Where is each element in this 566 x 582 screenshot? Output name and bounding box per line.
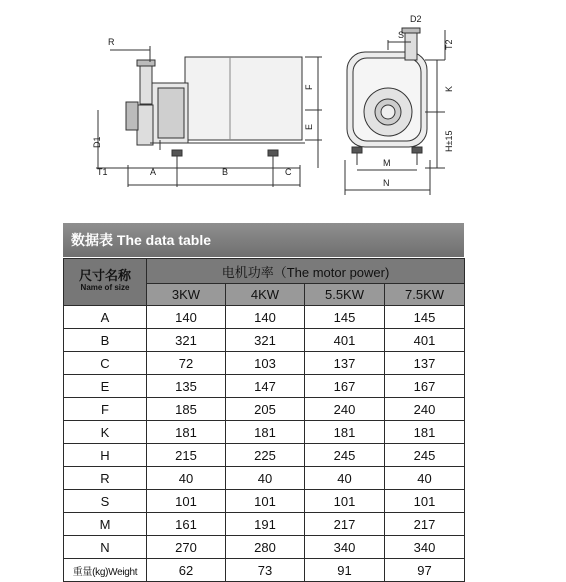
table-row (64, 375, 465, 398)
table-row (64, 352, 465, 375)
size-header (64, 259, 147, 306)
label-f: F (304, 84, 314, 90)
table-cell: 101 (147, 490, 226, 513)
front-view (345, 28, 445, 195)
table-cell: 40 (147, 467, 226, 490)
label-t1: T1 (97, 167, 108, 177)
row-label: 重量(kg)Weight (64, 559, 147, 582)
data-table-section (63, 215, 464, 577)
table-cell: 191 (226, 513, 305, 536)
row-label: H (64, 444, 147, 467)
table-row (64, 398, 465, 421)
label-h: H±15 (444, 130, 454, 152)
table-cell: 240 (385, 398, 465, 421)
table-cell: 72 (147, 352, 226, 375)
table-cell: 103 (226, 352, 305, 375)
table-cell: 181 (147, 421, 226, 444)
table-cell: 270 (147, 536, 226, 559)
column-header: 5.5KW (305, 284, 385, 306)
table-row (64, 467, 465, 490)
table-cell: 145 (385, 306, 465, 329)
table-cell: 101 (226, 490, 305, 513)
label-d1: D1 (92, 136, 102, 148)
side-view (96, 46, 322, 187)
table-row (64, 513, 465, 536)
table-row (64, 559, 465, 582)
table-cell: 181 (305, 421, 385, 444)
label-b: B (222, 167, 229, 177)
table-cell: 401 (385, 329, 465, 352)
row-label: K (64, 421, 147, 444)
row-label: C (64, 352, 147, 375)
table-cell: 91 (305, 559, 385, 582)
label-a: A (150, 167, 157, 177)
table-cell: 97 (385, 559, 465, 582)
table-cell: 40 (226, 467, 305, 490)
table-cell: 245 (385, 444, 465, 467)
column-header: 4KW (226, 284, 305, 306)
table-cell: 245 (305, 444, 385, 467)
data-table (63, 258, 465, 582)
table-row (64, 444, 465, 467)
column-header: 3KW (147, 284, 226, 306)
pump-drawing-svg (0, 0, 566, 213)
table-cell: 40 (385, 467, 465, 490)
table-row (64, 329, 465, 352)
table-cell: 217 (305, 513, 385, 536)
row-label: B (64, 329, 147, 352)
technical-drawing (0, 0, 566, 213)
table-cell: 140 (226, 306, 305, 329)
table-cell: 185 (147, 398, 226, 421)
table-cell: 137 (305, 352, 385, 375)
table-cell: 217 (385, 513, 465, 536)
table-cell: 73 (226, 559, 305, 582)
label-s: S (398, 30, 405, 40)
table-row (64, 306, 465, 329)
table-cell: 181 (226, 421, 305, 444)
size-header-cn: 尺寸名称 (78, 268, 131, 283)
table-row (64, 490, 465, 513)
table-cell: 215 (147, 444, 226, 467)
table-cell: 205 (226, 398, 305, 421)
table-cell: 140 (147, 306, 226, 329)
row-label: E (64, 375, 147, 398)
table-cell: 147 (226, 375, 305, 398)
column-header: 7.5KW (385, 284, 465, 306)
table-cell: 181 (385, 421, 465, 444)
power-header: 电机功率（The motor power) (147, 259, 465, 284)
table-cell: 145 (305, 306, 385, 329)
label-t2: T2 (444, 39, 454, 50)
row-label: N (64, 536, 147, 559)
table-cell: 101 (305, 490, 385, 513)
table-cell: 225 (226, 444, 305, 467)
label-r: R (108, 37, 115, 47)
row-label: F (64, 398, 147, 421)
table-cell: 321 (147, 329, 226, 352)
table-cell: 101 (385, 490, 465, 513)
row-label: R (64, 467, 147, 490)
table-cell: 167 (385, 375, 465, 398)
row-label: M (64, 513, 147, 536)
table-body (64, 306, 465, 582)
label-n: N (383, 178, 390, 188)
table-cell: 161 (147, 513, 226, 536)
table-cell: 401 (305, 329, 385, 352)
table-cell: 280 (226, 536, 305, 559)
row-label: S (64, 490, 147, 513)
table-cell: 40 (305, 467, 385, 490)
table-cell: 340 (305, 536, 385, 559)
table-row (64, 536, 465, 559)
row-label: A (64, 306, 147, 329)
table-title: 数据表 The data table (63, 223, 464, 257)
table-cell: 135 (147, 375, 226, 398)
table-cell: 321 (226, 329, 305, 352)
label-d2: D2 (410, 14, 422, 24)
table-cell: 240 (305, 398, 385, 421)
table-row (64, 421, 465, 444)
table-cell: 340 (385, 536, 465, 559)
table-cell: 62 (147, 559, 226, 582)
label-k: K (444, 85, 454, 92)
table-cell: 167 (305, 375, 385, 398)
table-cell: 137 (385, 352, 465, 375)
label-m: M (383, 158, 391, 168)
label-e: E (304, 123, 314, 130)
label-c: C (285, 167, 292, 177)
size-header-en: Name of size (80, 283, 130, 292)
